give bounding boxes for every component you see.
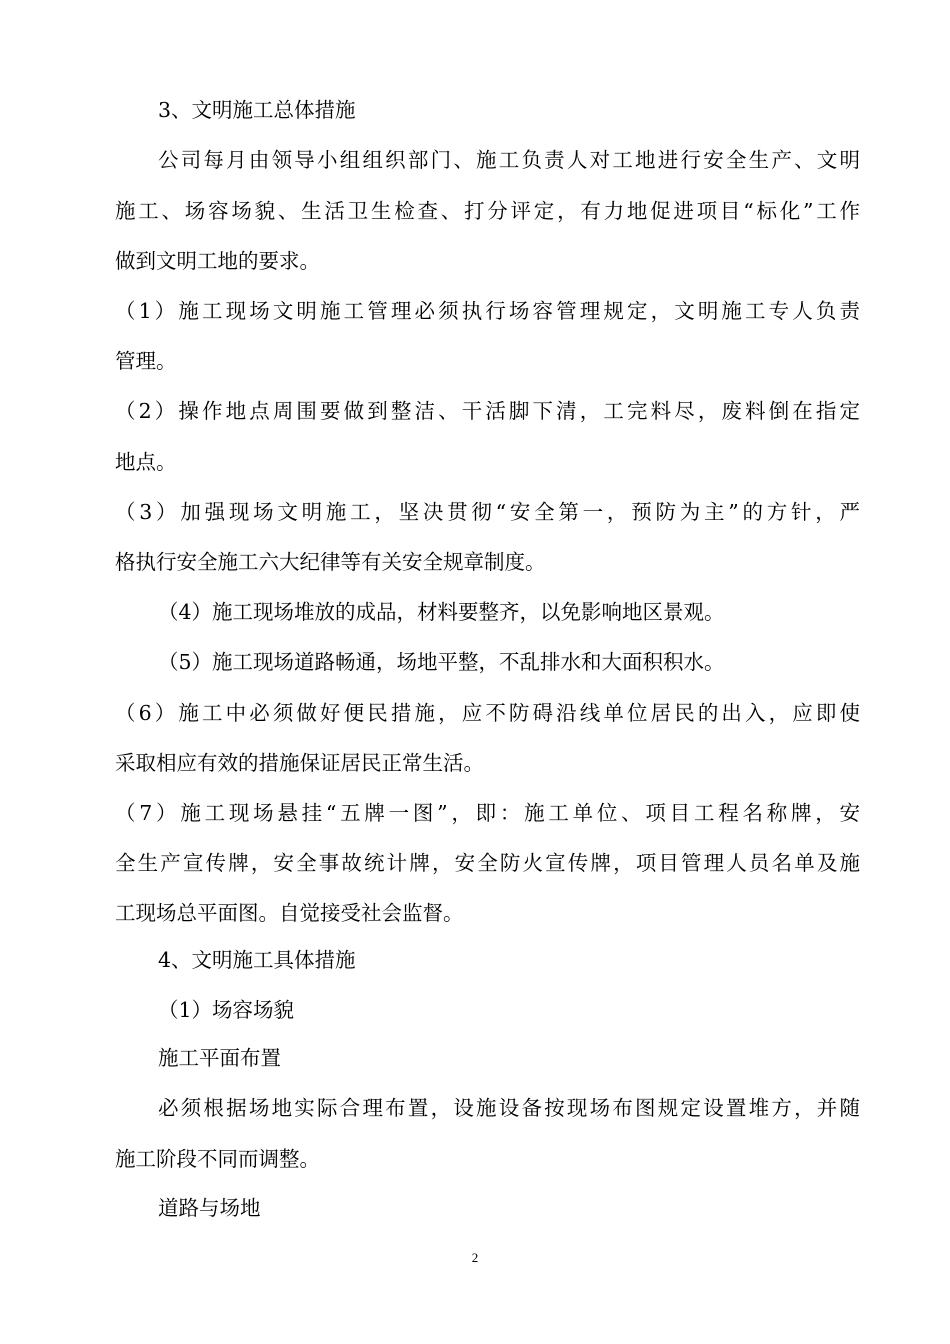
section-heading-4: 4、文明施工具体措施 [158, 948, 356, 972]
list-item-2: （2）操作地点周围要做到整洁、干活脚下清，工完料尽，废料倒在指定 [115, 399, 860, 423]
subheading-roads: 道路与场地 [158, 1196, 261, 1220]
paragraph-line: 格执行安全施工六大纪律等有关安全规章制度。 [115, 550, 546, 574]
subheading-layout: 施工平面布置 [158, 1046, 281, 1070]
list-item-3: （3）加强现场文明施工，坚决贯彻“安全第一，预防为主”的方针，严 [115, 500, 860, 524]
paragraph-line: 工现场总平面图。自觉接受社会监督。 [115, 901, 464, 925]
section-heading-3: 3、文明施工总体措施 [158, 98, 356, 122]
list-item-7: （7）施工现场悬挂“五牌一图”，即：施工单位、项目工程名称牌，安 [115, 801, 860, 825]
paragraph-line: 施工、场容场貌、生活卫生检查、打分评定，有力地促进项目“标化”工作 [115, 199, 860, 223]
paragraph-line: 必须根据场地实际合理布置，设施设备按现场布图规定设置堆方，并随 [158, 1096, 860, 1120]
paragraph-line: 做到文明工地的要求。 [115, 249, 320, 273]
list-item-4: （4）施工现场堆放的成品，材料要整齐，以免影响地区景观。 [158, 600, 725, 624]
paragraph-line: 全生产宣传牌，安全事故统计牌，安全防火宣传牌，项目管理人员名单及施 [115, 851, 860, 875]
subsection-heading: （1）场容场貌 [158, 998, 295, 1022]
paragraph-line: 公司每月由领导小组组织部门、施工负责人对工地进行安全生产、文明 [158, 148, 860, 172]
list-item-1: （1）施工现场文明施工管理必须执行场容管理规定，文明施工专人负责 [115, 299, 860, 323]
paragraph-line: 施工阶段不同而调整。 [115, 1147, 320, 1171]
paragraph-line: 地点。 [115, 450, 177, 474]
paragraph-line: 管理。 [115, 349, 177, 373]
list-item-5: （5）施工现场道路畅通，场地平整，不乱排水和大面积积水。 [158, 650, 725, 674]
list-item-6: （6）施工中必须做好便民措施，应不防碍沿线单位居民的出入，应即使 [115, 701, 860, 725]
page-number: 2 [471, 1250, 479, 1265]
paragraph-line: 采取相应有效的措施保证居民正常生活。 [115, 751, 484, 775]
